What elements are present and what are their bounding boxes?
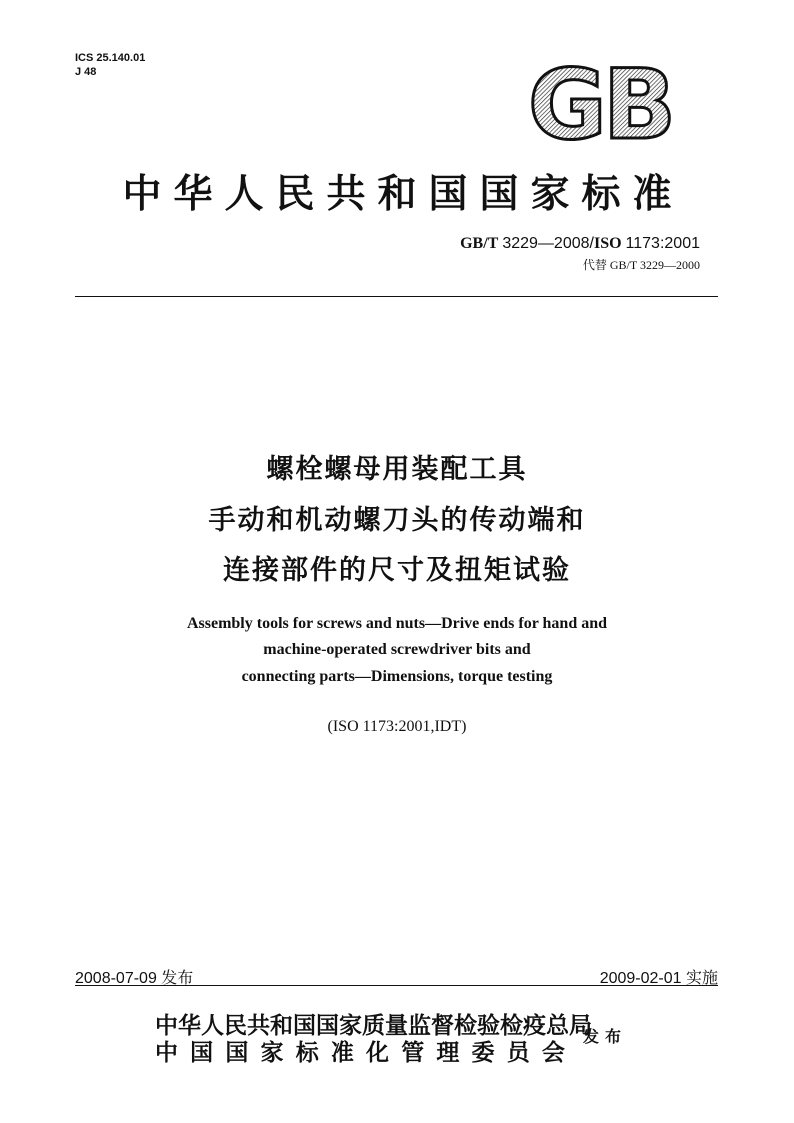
gb-logo (520, 60, 680, 144)
iso-prefix: ISO (593, 235, 622, 252)
publisher-char: 化 (366, 1040, 390, 1066)
top-rule (75, 296, 718, 297)
publisher-char: 国 (225, 1040, 249, 1066)
publisher-char: 国 (190, 1040, 214, 1066)
replaces-standard: 代替 GB/T 3229—2000 (582, 258, 700, 272)
iso-equivalence: (ISO 1173:2001,IDT) (327, 718, 467, 735)
implementation-date: 2009-02-01 实施 (599, 970, 718, 987)
publisher-char: 准 (330, 1040, 354, 1066)
publisher-char: 员 (506, 1040, 530, 1066)
title-en-line-2: machine-operated screwdriver bits and (263, 641, 531, 658)
publish-action: 发布 (583, 1027, 628, 1046)
title-en-line-1: Assembly tools for screws and nuts—Drive ends for hand and (186, 615, 608, 632)
title-cn-line-3: 连接部件的尺寸及扭矩试验 (223, 555, 571, 586)
title-cn-line-1: 螺栓螺母用装配工具 (266, 454, 528, 485)
std-number: 3229 (502, 235, 538, 252)
title-cn-line-2: 手动和机动螺刀头的传动端和 (208, 505, 586, 536)
publisher-char: 委 (471, 1040, 495, 1066)
iso-number: 1173:2001 (625, 235, 700, 252)
publisher-sac (155, 1034, 565, 1067)
ccs-code: J 48 (75, 66, 97, 78)
publisher-char: 标 (295, 1040, 319, 1066)
std-prefix: GB/T (460, 235, 499, 252)
classification-codes (75, 51, 145, 79)
title-en-line-3: connecting parts—Dimensions, torque testing (241, 668, 553, 685)
issue-date: 2008-07-09 发布 (75, 970, 194, 987)
publisher-aqsiq: 中华人民共和国国家质量监督检验检疫总局 (155, 1013, 592, 1039)
ics-code: ICS 25.140.01 (75, 52, 146, 64)
standard-number (460, 235, 700, 253)
publisher-char: 会 (541, 1040, 565, 1066)
publisher-char: 家 (260, 1040, 284, 1066)
national-standard-title: 中华人民共和国国家标准 (122, 172, 684, 217)
publisher-char: 理 (436, 1040, 460, 1066)
bottom-rule (75, 985, 718, 986)
publisher-char: 管 (401, 1040, 425, 1066)
gb-logo-text: GB (528, 60, 672, 144)
std-year: —2008/ (537, 235, 594, 252)
publisher-char: 中 (155, 1040, 178, 1066)
